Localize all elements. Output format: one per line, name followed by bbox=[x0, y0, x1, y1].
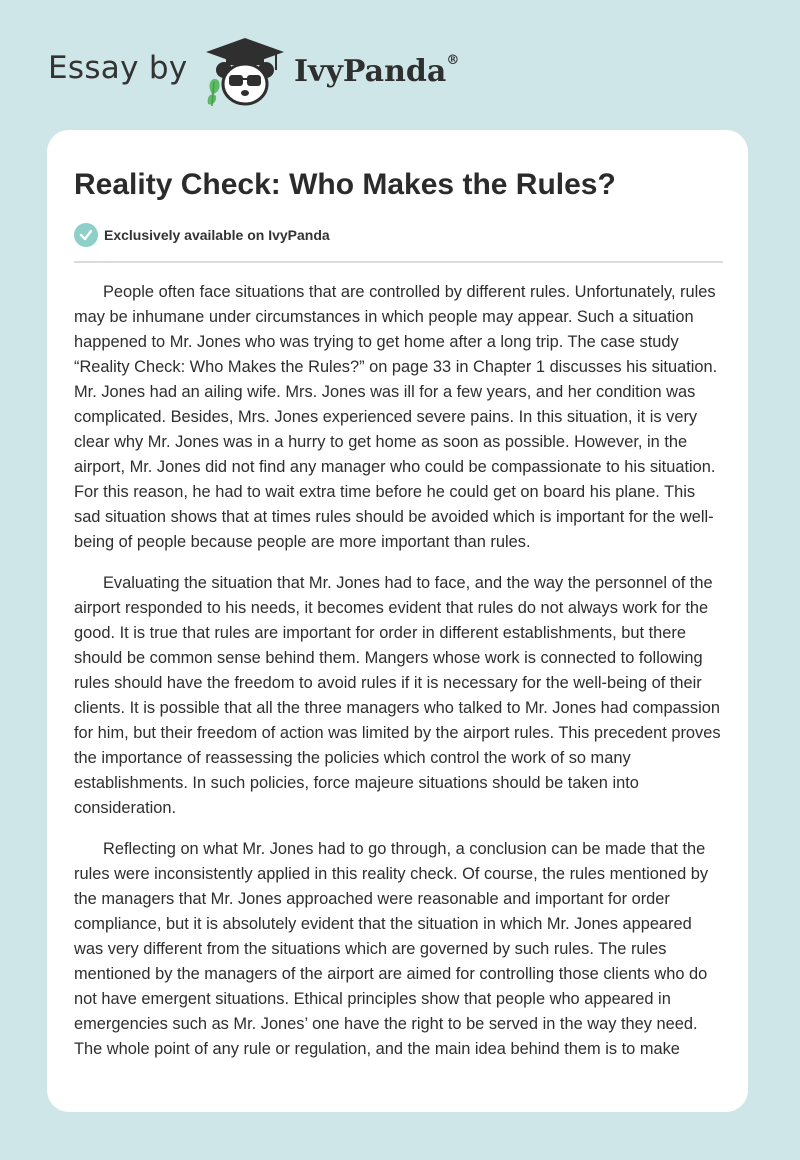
check-circle-icon bbox=[74, 223, 98, 247]
panda-graduate-icon[interactable] bbox=[204, 36, 286, 108]
page-title: Reality Check: Who Makes the Rules? bbox=[74, 168, 616, 201]
paragraph: People often face situations that are controlled by different rules. Unfortunately, rules may be inhumane under circumstances in which people may appear. Such a situation happened to Mr. Jones who was trying to get home after a long trip. The case study “Reality Check: Who Makes the Rules?” on page 33 in Chapter 1 discusses his situation. Mr. Jones had an ailing wife. Mrs. Jones was ill for a few years, and her condition was complicated. Besides, Mrs. Jones experienced severe pains. In this situation, it is very clear why Mr. Jones was in a hurry to get home as soon as possible. However, in the airport, Mr. Jones did not find any manager who could be compassionate to his situation. For this reason, he had to wait extra time before he could get on board his plane. This sad situation shows that at times rules should be avoided which is important for the well-being of people because people are more important than rules. bbox=[74, 283, 718, 551]
essay-body bbox=[74, 280, 724, 1078]
badge-label: Exclusively available on IvyPanda bbox=[104, 227, 330, 243]
divider bbox=[74, 261, 723, 263]
essay-card bbox=[47, 130, 748, 1112]
brand-logo-text[interactable]: IvyPanda® bbox=[294, 53, 460, 89]
exclusive-badge bbox=[74, 222, 330, 248]
paragraph: Evaluating the situation that Mr. Jones had to face, and the way the personnel of the airport responded to his needs, it becomes evident that rules do not always work for the good. It is true that rules are important for order in different establishments, but there should be common sense behind them. Mangers whose work is connected to following rules should have the freedom to avoid rules if it is necessary for the well-being of their clients. It is possible that all the three managers who talked to Mr. Jones had compassion for him, but their freedom of action was limited by the airport rules. This precedent proves the importance of reassessing the policies which control the work of so many establishments. In such policies, force majeure situations should be taken into consideration. bbox=[74, 574, 721, 817]
essay-by-label: Essay by bbox=[48, 50, 188, 86]
site-header bbox=[0, 0, 800, 130]
paragraph: Reflecting on what Mr. Jones had to go through, a conclusion can be made that the rules were inconsistently applied in this reality check. Of course, the rules mentioned by the managers that Mr. Jones approached were reasonable and important for order compliance, but it is absolutely evident that the situation in which Mr. Jones appeared was very different from the situations which are governed by such rules. The rules mentioned by the managers of the airport are aimed for controlling those clients who do not have emergent situations. Ethical principles show that people who appeared in emergencies such as Mr. Jones’ one have the right to be served in the way they need. The whole point of any rule or regulation, and the main idea behind them is to make bbox=[74, 840, 709, 1058]
